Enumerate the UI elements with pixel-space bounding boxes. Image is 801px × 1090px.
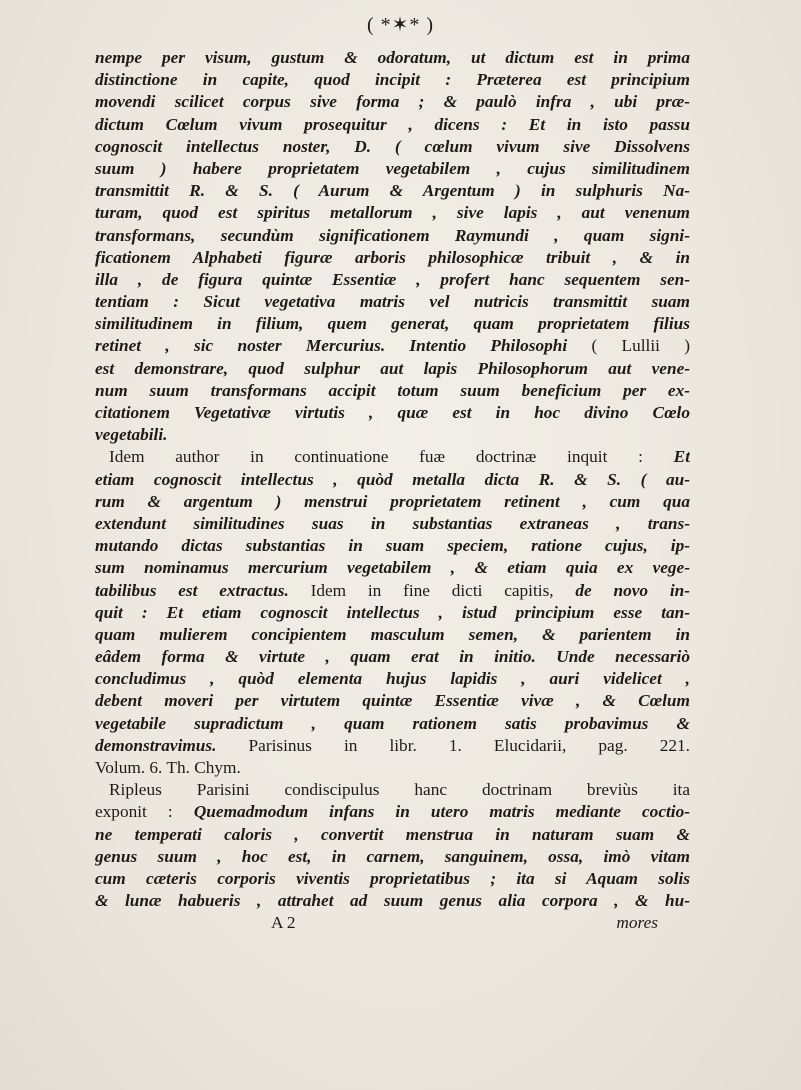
text-segment: cum cæteris corporis viventis proprietatibus ; ita si Aquam solis bbox=[95, 868, 690, 888]
text-segment: mutando dictas substantias in suam speciem, ratione cujus, ip- bbox=[95, 536, 690, 556]
text-line bbox=[95, 513, 690, 535]
text-line bbox=[95, 690, 690, 712]
text-line bbox=[95, 801, 690, 823]
text-line bbox=[95, 779, 690, 801]
page-header-ornament: ( *✶* ) bbox=[366, 14, 435, 36]
text-line bbox=[95, 136, 690, 158]
text-line bbox=[95, 291, 690, 313]
text-line bbox=[95, 380, 690, 402]
text-segment: debent moveri per virtutem quintæ Essentiæ vivæ , & Cœlum bbox=[95, 691, 690, 711]
text-line bbox=[95, 158, 690, 180]
text-line bbox=[95, 446, 690, 468]
text-line bbox=[95, 402, 690, 424]
text-segment: similitudinem in filium, quem generat, quam proprietatem filius bbox=[95, 314, 690, 334]
text-line bbox=[95, 713, 690, 735]
text-segment: Et bbox=[673, 447, 690, 467]
text-segment: Volum. 6. Th. Chym. bbox=[95, 758, 241, 777]
text-segment: demonstravimus. bbox=[95, 735, 249, 755]
text-segment: vegetabile supradictum , quam rationem satis probavimus & bbox=[95, 713, 690, 733]
signature-mark: A 2 bbox=[271, 913, 296, 933]
text-segment: retinet , sic noster Mercurius. Intentio Philosophi bbox=[95, 336, 592, 356]
text-line bbox=[95, 269, 690, 291]
text-segment: rum & argentum ) menstrui proprietatem retinent , cum qua bbox=[95, 491, 690, 511]
signature-line bbox=[95, 912, 690, 934]
text-segment: Quemadmodum infans in utero matris mediante coctio- bbox=[193, 802, 690, 822]
body-text bbox=[95, 47, 690, 935]
text-line bbox=[95, 824, 690, 846]
text-line bbox=[95, 668, 690, 690]
catchword: mores bbox=[616, 913, 658, 933]
text-segment: etiam cognoscit intellectus , quòd metalla dicta R. & S. ( au- bbox=[95, 469, 690, 489]
text-segment: de novo in- bbox=[575, 580, 690, 600]
text-segment: dictum Cœlum vivum prosequitur , dicens : Et in isto passu bbox=[95, 114, 690, 134]
text-segment: exponit : bbox=[95, 802, 194, 822]
text-line bbox=[95, 624, 690, 646]
text-segment: sum nominamus mercurium vegetabilem , & etiam quia ex vege- bbox=[95, 558, 690, 578]
text-line bbox=[95, 313, 690, 335]
text-line bbox=[95, 757, 690, 779]
text-segment: illa , de figura quintæ Essentiæ , profert hanc sequentem sen- bbox=[95, 269, 690, 289]
text-segment: extendunt similitudines suas in substantias extraneas , trans- bbox=[95, 513, 690, 533]
text-segment: nempe per visum, gustum & odoratum, ut dictum est in prima bbox=[95, 48, 690, 67]
text-line bbox=[95, 247, 690, 269]
text-segment: distinctione in capite, quod incipit : Præterea est principium bbox=[95, 70, 690, 90]
text-segment: eâdem forma & virtute , quam erat in initio. Unde necessariò bbox=[95, 647, 690, 667]
text-segment: genus suum , hoc est, in carnem, sanguinem, ossa, imò vitam bbox=[95, 846, 690, 866]
text-line bbox=[95, 180, 690, 202]
text-line bbox=[95, 602, 690, 624]
text-segment: tentiam : Sicut vegetativa matris vel nutricis transmittit suam bbox=[95, 292, 690, 312]
text-segment: est demonstrare, quod sulphur aut lapis Philosophorum aut vene- bbox=[95, 358, 690, 378]
text-segment: ne temperati caloris , convertit menstrua in naturam suam & bbox=[95, 824, 690, 844]
text-segment: transmittit R. & S. ( Aurum & Argentum ) in sulphuris Na- bbox=[95, 181, 690, 201]
text-segment: ( Lullii ) bbox=[591, 336, 690, 356]
text-line bbox=[95, 890, 690, 912]
text-segment: ficationem Alphabeti figuræ arboris philosophicæ tribuit , & in bbox=[95, 247, 690, 267]
text-segment: suum ) habere proprietatem vegetabilem , cujus similitudinem bbox=[95, 158, 690, 178]
text-segment: transformans, secundùm significationem Raymundi , quam signi- bbox=[95, 225, 690, 245]
text-segment: tabilibus est extractus. bbox=[95, 580, 311, 600]
text-segment: vegetabili. bbox=[95, 425, 168, 445]
text-line bbox=[95, 69, 690, 91]
text-segment: movendi scilicet corpus sive forma ; & paulò infra , ubi præ- bbox=[95, 92, 690, 112]
text-segment: Ripleus Parisini condiscipulus hanc doctrinam breviùs ita bbox=[109, 780, 690, 800]
text-segment: turam, quod est spiritus metallorum , sive lapis , aut venenum bbox=[95, 203, 690, 223]
text-line bbox=[95, 358, 690, 380]
text-line bbox=[95, 557, 690, 579]
text-line bbox=[95, 335, 690, 357]
text-line bbox=[95, 868, 690, 890]
text-line bbox=[95, 114, 690, 136]
text-line bbox=[95, 225, 690, 247]
text-segment: Idem in fine dicti capitis, bbox=[310, 580, 576, 600]
text-line bbox=[95, 846, 690, 868]
text-line bbox=[95, 735, 690, 757]
text-line bbox=[95, 91, 690, 113]
text-line bbox=[95, 202, 690, 224]
text-segment: quit : Et etiam cognoscit intellectus , istud principium esse tan- bbox=[95, 602, 690, 622]
text-segment: quam mulierem concipientem masculum semen, & parientem in bbox=[95, 624, 690, 644]
text-line bbox=[95, 580, 690, 602]
text-line bbox=[95, 535, 690, 557]
text-line bbox=[95, 469, 690, 491]
text-segment: & lunæ habueris , attrahet ad suum genus alia corpora , & hu- bbox=[95, 891, 690, 911]
text-segment: concludimus , quòd elementa hujus lapidis , auri videlicet , bbox=[95, 669, 690, 689]
text-segment: Parisinus in libr. 1. Elucidarii, pag. 221. bbox=[248, 735, 690, 755]
text-segment: Idem author in continuatione fuæ doctrinæ inquit : bbox=[109, 447, 674, 467]
text-line bbox=[95, 424, 690, 446]
text-line bbox=[95, 47, 690, 69]
text-line bbox=[95, 491, 690, 513]
text-segment: num suum transformans accipit totum suum beneficium per ex- bbox=[95, 380, 690, 400]
text-segment: citationem Vegetativæ virtutis , quæ est in hoc divino Cœlo bbox=[95, 403, 690, 422]
text-line bbox=[95, 646, 690, 668]
text-segment: cognoscit intellectus noster, D. ( cœlum vivum sive Dissolvens bbox=[95, 136, 690, 156]
